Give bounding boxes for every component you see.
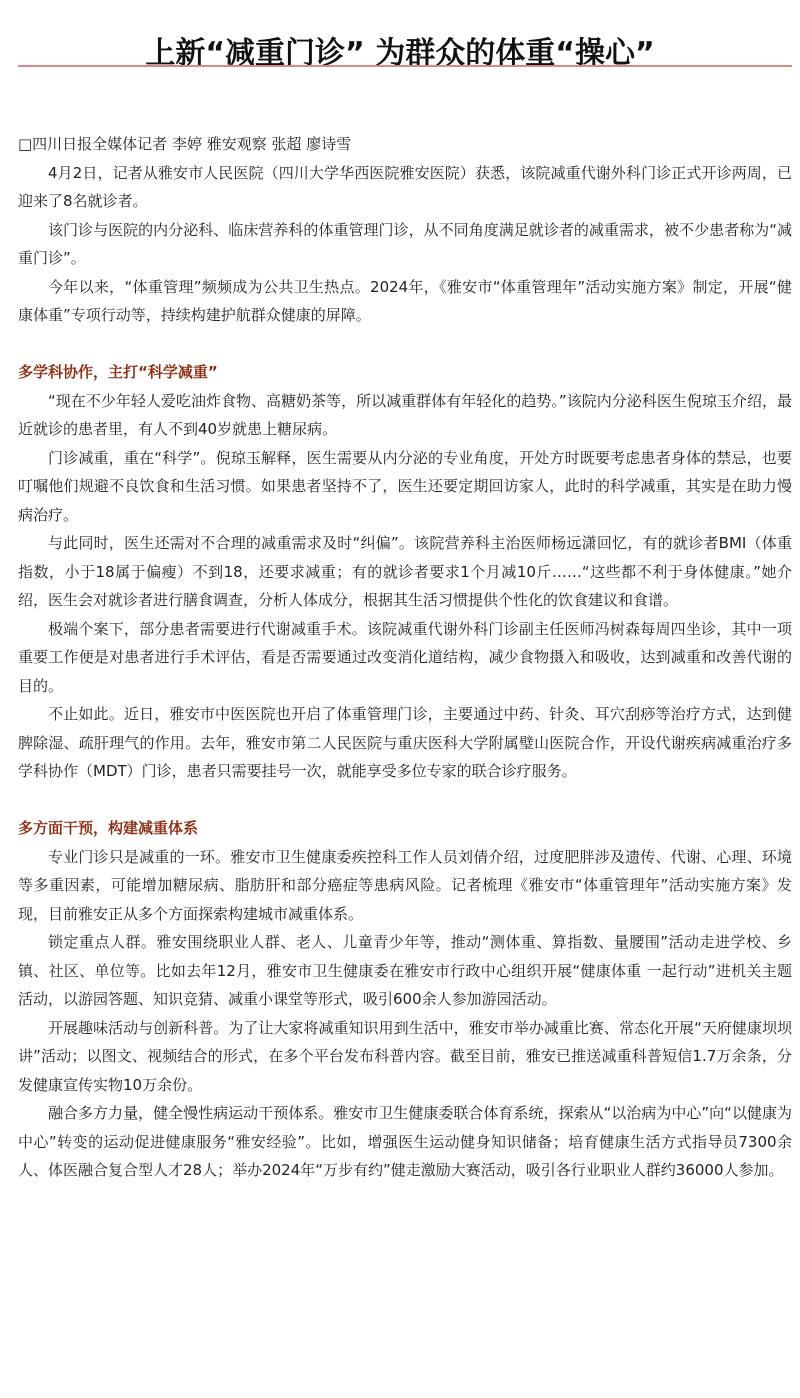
section-paragraph: 融合多方力量，健全慢性病运动干预体系。雅安市卫生健康委联合体育系统，探索从“以治病为中心”向“以健康为中心”转变的运动促进健康服务“雅安经验”。比如，增强医生运动健身知识储备；培育健康生活方式指导员7300余人、体医融合复合型人才28人；举办2024年“万步有约”健走激励大赛活动，吸引各行业职业人群约36000人参加。 <box>18 1104 792 1179</box>
section-heading: 多学科协作，主打“科学减重” <box>18 363 218 381</box>
section-paragraph: 专业门诊只是减重的一环。雅安市卫生健康委疾控科工作人员刘倩介绍，过度肥胖涉及遗传、代谢、心理、环境等多重因素，可能增加糖尿病、脂肪肝和部分癌症等患病风险。记者梳理《雅安市“体重管理年”活动实施方案》发现，目前雅安正从多个方面探索构建城市减重体系。 <box>18 847 792 923</box>
section-gap <box>18 330 792 359</box>
byline: □四川日报全媒体记者 李婷 雅安观察 张超 廖诗雪 <box>18 135 352 153</box>
section-paragraph: 不止如此。近日，雅安市中医医院也开启了体重管理门诊，主要通过中药、针灸、耳穴刮痧等治疗方式，达到健脾除湿、疏肝理气的作用。去年，雅安市第二人民医院与重庆医科大学附属璧山医院合作，开设代谢疾病减重治疗多学科协作（MDT）门诊，患者只需要挂号一次，就能享受多位专家的联合诊疗服务。 <box>18 705 792 780</box>
section-paragraph: 锁定重点人群。雅安围绕职业人群、老人、儿童青少年等，推动“测体重、算指数、量腰围”活动走进学校、乡镇、社区、单位等。比如去年12月，雅安市卫生健康委在雅安市行政中心组织开展“健康体重 一起行动”进机关主题活动，以游园答题、知识竞猜、减重小课堂等形式，吸引600余人参加游园活动。 <box>18 933 792 1008</box>
section-paragraph: 门诊减重，重在“科学”。倪琼玉解释，医生需要从内分泌的专业角度，开处方时既要考虑患者身体的禁忌，也要叮嘱他们规避不良饮食和生活习惯。如果患者坚持不了，医生还要定期回访家人，此时的科学减重，其实是在助力慢病治疗。 <box>18 448 792 524</box>
intro-paragraph: 4月2日，记者从雅安市人民医院（四川大学华西医院雅安医院）获悉，该院减重代谢外科门诊正式开诊两周，已迎来了8名就诊者。 <box>18 163 792 210</box>
section-paragraph: 开展趣味活动与创新科普。为了让大家将减重知识用到生活中，雅安市举办减重比赛、常态化开展“天府健康坝坝讲”活动；以图文、视频结合的形式，在多个平台发布科普内容。截至目前，雅安已推送减重科普短信1.7万余条，分发健康宣传实物10万余份。 <box>18 1018 792 1094</box>
section-paragraph: 极端个案下，部分患者需要进行代谢减重手术。该院减重代谢外科门诊副主任医师冯树森每周四坐诊，其中一项重要工作便是对患者进行手术评估，看是否需要通过改变消化道结构，减少食物摄入和吸收，达到减重和改善代谢的目的。 <box>18 619 792 695</box>
intro-paragraph: 该门诊与医院的内分泌科、临床营养科的体重管理门诊，从不同角度满足就诊者的减重需求，被不少患者称为“减重门诊”。 <box>18 220 792 267</box>
article-title: 上新“减重门诊” 为群众的体重“操心” <box>145 36 655 72</box>
section-paragraph: “现在不少年轻人爱吃油炸食物、高糖奶茶等，所以减重群体有年轻化的趋势。”该院内分泌科医生倪琼玉介绍，最近就诊的患者里，有人不到40岁就患上糖尿病。 <box>18 391 792 438</box>
title-divider <box>18 65 792 67</box>
section-gap <box>18 786 792 815</box>
intro-paragraph: 今年以来，“体重管理”频频成为公共卫生热点。2024年，《雅安市“体重管理年”活动实施方案》制定，开展“健康体重”专项行动等，持续构建护航群众健康的屏障。 <box>18 277 792 324</box>
article-body <box>18 130 792 1185</box>
section-paragraph: 与此同时，医生还需对不合理的减重需求及时“纠偏”。该院营养科主治医师杨远潇回忆，有的就诊者BMI（体重指数，小于18属于偏瘦）不到18，还要求减重；有的就诊者要求1个月减10斤……“这些都不利于身体健康。”她介绍，医生会对就诊者进行膳食调查，分析人体成分，根据其生活习惯提供个性化的饮食建议和食谱。 <box>18 534 792 609</box>
section-heading: 多方面干预，构建减重体系 <box>18 819 199 837</box>
